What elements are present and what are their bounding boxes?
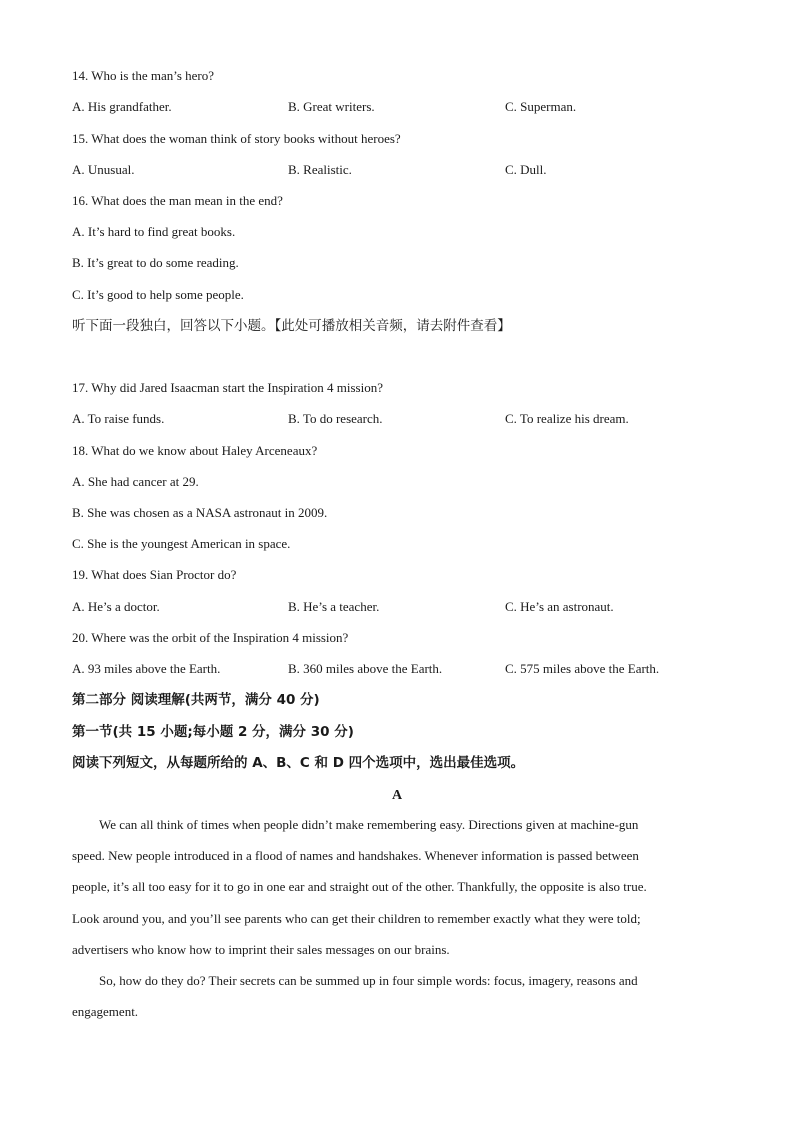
section-one-title: 第一节(共 15 小题;每小题 2 分，满分 30 分): [72, 724, 354, 740]
q19-option-c: C. He’s an astronaut.: [505, 599, 614, 614]
q16-option-a: A. It’s hard to find great books.: [72, 224, 236, 239]
q14-option-c: C. Superman.: [505, 99, 577, 114]
passage-line: speed. New people introduced in a flood of names and handshakes. Whenever information is passed between: [72, 848, 639, 863]
passage-line: So, how do they do? Their secrets can be summed up in four simple words: focus, imagery, reasons and: [99, 973, 638, 988]
q16-option-b: B. It’s great to do some reading.: [72, 255, 239, 270]
passage-line: people, it’s all too easy for it to go in one ear and straight out of the other. Thankfully, the opposite is also true.: [72, 879, 647, 894]
question-18: 18. What do we know about Haley Arceneaux?: [72, 443, 318, 458]
q15-option-a: A. Unusual.: [72, 162, 135, 177]
question-14: 14. Who is the man’s hero?: [72, 68, 215, 83]
q20-option-a: A. 93 miles above the Earth.: [72, 661, 221, 676]
question-20: 20. Where was the orbit of the Inspiration 4 mission?: [72, 630, 349, 645]
q18-option-c: C. She is the youngest American in space.: [72, 536, 291, 551]
q18-option-a: A. She had cancer at 29.: [72, 474, 199, 489]
q17-option-a: A. To raise funds.: [72, 411, 165, 426]
q20-option-b: B. 360 miles above the Earth.: [288, 661, 443, 676]
passage-line: Look around you, and you’ll see parents who can get their children to remember exactly what they were told;: [72, 911, 641, 926]
reading-instruction: 阅读下列短文，从每题所给的 A、B、C 和 D 四个选项中，选出最佳选项。: [72, 755, 525, 771]
q16-option-c: C. It’s good to help some people.: [72, 287, 244, 302]
question-16: 16. What does the man mean in the end?: [72, 193, 283, 208]
q17-option-c: C. To realize his dream.: [505, 411, 629, 426]
question-19: 19. What does Sian Proctor do?: [72, 567, 237, 582]
part-two-title: 第二部分 阅读理解(共两节，满分 40 分): [72, 692, 320, 708]
question-15: 15. What does the woman think of story books without heroes?: [72, 131, 401, 146]
passage-line: engagement.: [72, 1004, 139, 1019]
q20-option-c: C. 575 miles above the Earth.: [505, 661, 660, 676]
q14-option-b: B. Great writers.: [288, 99, 375, 114]
passage-label: A: [391, 788, 403, 803]
question-17: 17. Why did Jared Isaacman start the Inspiration 4 mission?: [72, 380, 383, 395]
q18-option-b: B. She was chosen as a NASA astronaut in 2009.: [72, 505, 328, 520]
listening-instruction: 听下面一段独白，回答以下小题。【此处可播放相关音频，请去附件查看】: [72, 318, 511, 334]
q19-option-b: B. He’s a teacher.: [288, 599, 380, 614]
q15-option-b: B. Realistic.: [288, 162, 352, 177]
passage-line: We can all think of times when people didn’t make remembering easy. Directions given at machine-gun: [99, 817, 639, 832]
q17-option-b: B. To do research.: [288, 411, 383, 426]
passage-line: advertisers who know how to imprint their sales messages on our brains.: [72, 942, 450, 957]
q14-option-a: A. His grandfather.: [72, 99, 172, 114]
q19-option-a: A. He’s a doctor.: [72, 599, 160, 614]
q15-option-c: C. Dull.: [505, 162, 547, 177]
